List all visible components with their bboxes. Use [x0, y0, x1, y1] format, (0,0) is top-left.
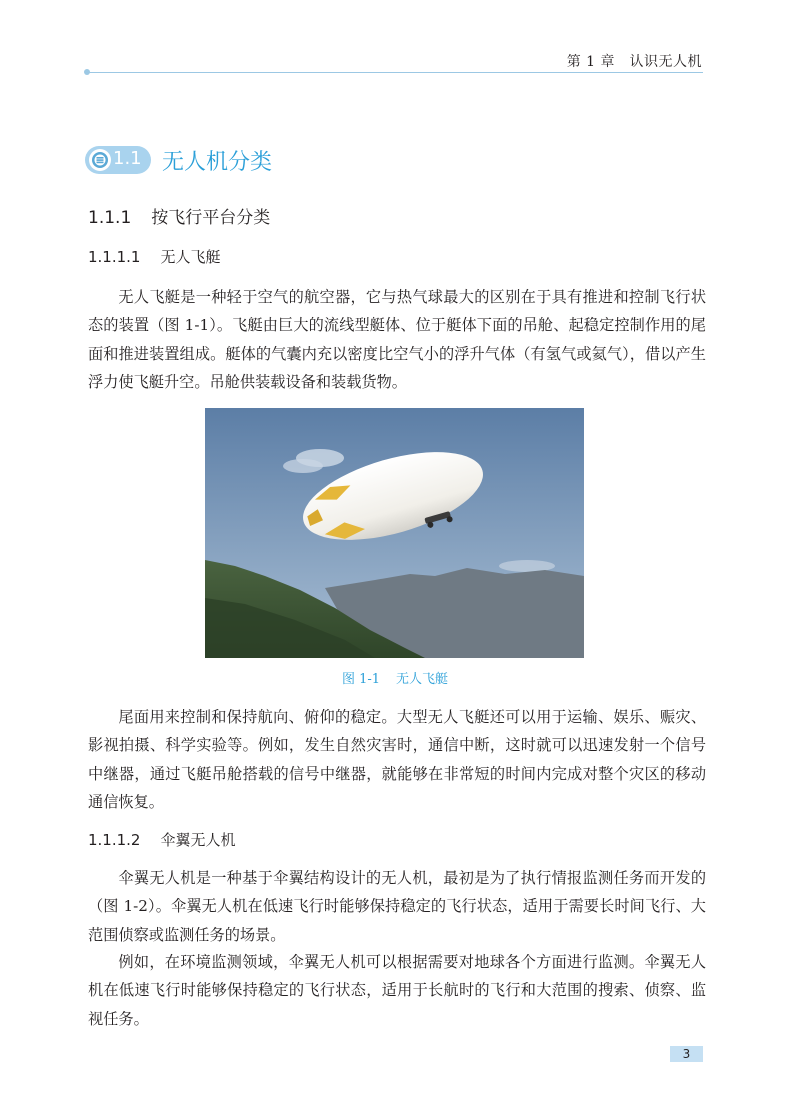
- subsubsection-heading-airship: [88, 246, 221, 267]
- subsubsection-title: 伞翼无人机: [160, 831, 236, 849]
- figure-caption: [0, 668, 790, 687]
- airship-photo: [205, 408, 584, 658]
- subsection-number: 1.1.1: [88, 208, 132, 228]
- settings-gear-icon: [89, 149, 111, 171]
- subsection-heading: [88, 203, 270, 228]
- subsubsection-title: 无人飞艇: [160, 248, 221, 266]
- running-head: 第 1 章 认识无人机: [566, 54, 702, 70]
- section-number: 1.1: [113, 148, 142, 169]
- body-paragraph: 例如，在环境监测领域，伞翼无人机可以根据需要对地球各个方面进行监测。伞翼无人机在低速飞行时能够保持稳定的飞行状态，适用于长航时的飞行和大范围的搜索、侦察、监视任务。: [88, 953, 706, 1028]
- figure-label: 图 1-1: [341, 672, 381, 687]
- page-number: 3: [670, 1046, 703, 1062]
- section-title: 无人机分类: [162, 150, 273, 175]
- header-rule: [88, 72, 703, 73]
- subsubsection-heading-parafoil: [88, 829, 236, 850]
- body-paragraph: 伞翼无人机是一种基于伞翼结构设计的无人机，最初是为了执行情报监测任务而开发的（图 1-2）。伞翼无人机在低速飞行时能够保持稳定的飞行状态，适用于需要长时间飞行、大范围侦察或监测任务的场景。: [88, 869, 706, 944]
- body-paragraph: 尾面用来控制和保持航向、俯仰的稳定。大型无人飞艇还可以用于运输、娱乐、赈灾、影视拍摄、科学实验等。例如，发生自然灾害时，通信中断，这时就可以迅速发射一个信号中继器，通过飞艇吊舱搭载的信号中继器，就能够在非常短的时间内完成对整个灾区的移动通信恢复。: [88, 708, 706, 811]
- subsubsection-number: 1.1.1.1: [88, 248, 141, 266]
- body-paragraph: 无人飞艇是一种轻于空气的航空器，它与热气球最大的区别在于具有推进和控制飞行状态的装置（图 1-1）。飞艇由巨大的流线型艇体、位于艇体下面的吊舱、起稳定控制作用的尾面和推进装置组成。艇体的气囊内充以密度比空气小的浮升气体（有氢气或氦气），借以产生浮力使飞艇升空。吊舱供装载设备和装载货物。: [88, 288, 706, 391]
- figure-caption-text: 无人飞艇: [396, 672, 449, 687]
- subsubsection-number: 1.1.1.2: [88, 831, 141, 849]
- subsection-title: 按飞行平台分类: [151, 208, 271, 228]
- section-number-badge: [85, 146, 151, 174]
